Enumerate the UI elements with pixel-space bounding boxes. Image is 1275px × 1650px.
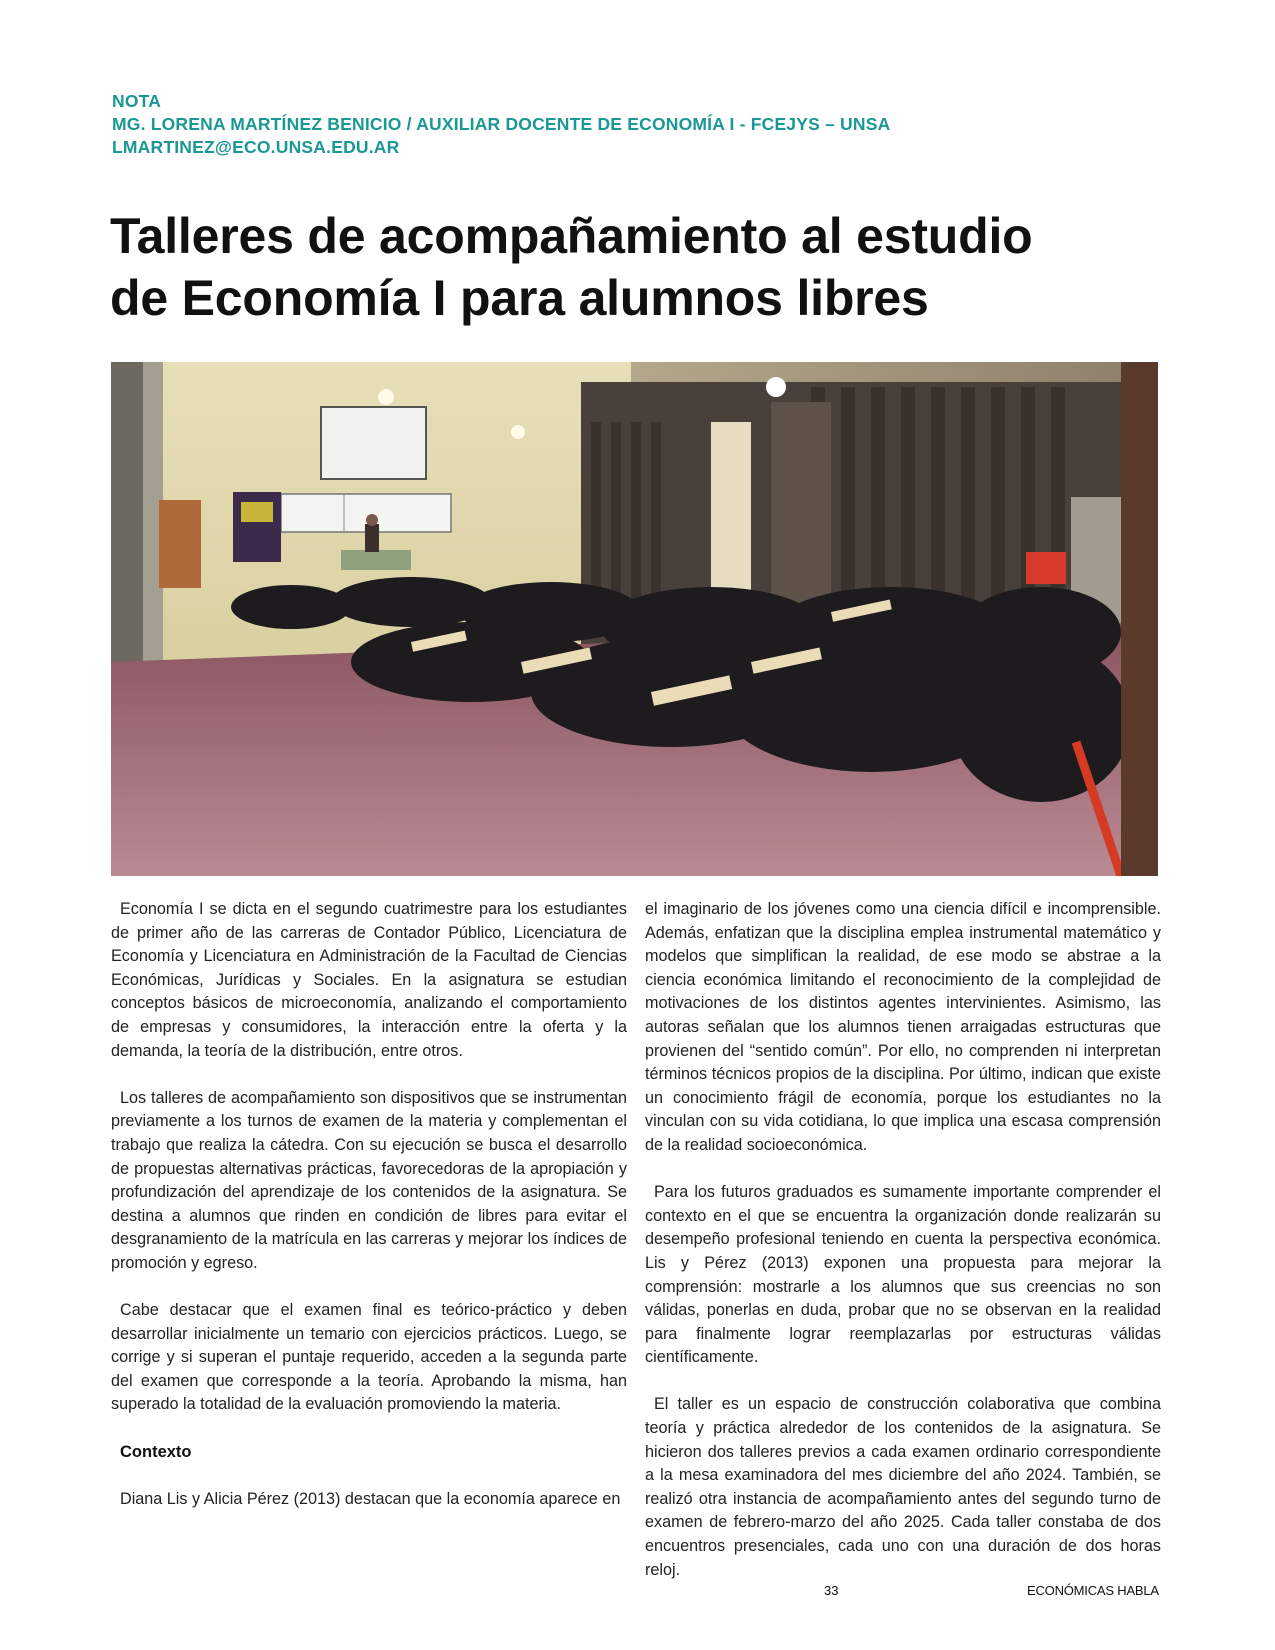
author-line: MG. LORENA MARTÍNEZ BENICIO / AUXILIAR DOCENTE DE ECONOMÍA I - FCEJYS – UNSA: [112, 114, 891, 134]
paragraph: el imaginario de los jóvenes como una ciencia difícil e incomprensible. Además, enfatizan que la disciplina emplea instrumental matemático y modelos que simplifican la realidad, de ese modo se abstrae a la ciencia económica limitando el reconocimiento de la complejidad de motivaciones de los distintos agentes intervinientes. Asimismo, las autoras señalan que los alumnos tienen arraigadas estructuras que provienen del “sentido común”. Por ello, no comprenden ni interpretan términos técnicos propios de la disciplina. Por último, indican que existe un conocimiento frágil de economía, porque los estudiantes no la vinculan con su vida cotidiana, lo que implica una escasa comprensión de la realidad socioeconómica.: [645, 900, 1161, 1154]
paragraph: Los talleres de acompañamiento son dispositivos que se instrumentan previamente a los turnos de examen de la materia y complementan el trabajo que realiza la cátedra. Con su ejecución se busca el desarrollo de propuestas alternativas prácticas, favorecedoras de la apropiación y profundización del aprendizaje de los contenidos de la asignatura. Se destina a alumnos que rinden en condición de libres para evitar el desgranamiento de la matrícula en las carreras y mejorar los índices de promoción y egreso.: [111, 1088, 627, 1272]
article-title: [110, 205, 1190, 329]
paragraph: El taller es un espacio de construcción colaborativa que combina teoría y práctica alrededor de los contenidos de la asignatura. Se hicieron dos talleres previos a cada examen ordinario correspondiente a la mesa examinadora del mes diciembre del año 2024. También, se realizó otra instancia de acompañamiento antes del segundo turno de examen de febrero-marzo del año 2025. Cada taller constaba de dos encuentros presenciales, cada uno con una duración de dos horas reloj.: [645, 1395, 1161, 1579]
article-left-column: [111, 898, 627, 1511]
section-label: NOTA: [112, 91, 162, 111]
paragraph: Economía I se dicta en el segundo cuatrimestre para los estudiantes de primer año de las carreras de Contador Público, Licenciatura de Economía y Licenciatura en Administración de la Facultad de Ciencias Económicas, Jurídicas y Sociales. En la asignatura se estudian conceptos básicos de microeconomía, analizando el comportamiento de empresas y consumidores, la interacción entre la oferta y la demanda, la teoría de la distribución, entre otros.: [111, 900, 627, 1060]
lecture-hall-photo: [111, 362, 1158, 876]
title-line-2: de Economía I para alumnos libres: [110, 270, 929, 326]
article-right-column: [645, 898, 1161, 1582]
paragraph: Cabe destacar que el examen final es teórico-práctico y deben desarrollar inicialmente un temario con ejercicios prácticos. Luego, se corrige y si superan el puntaje requerido, acceden a la segunda parte del examen que corresponde a la teoría. Aprobando la misma, han superado la totalidad de la evaluación promoviendo la materia.: [111, 1301, 627, 1414]
paragraph: Para los futuros graduados es sumamente importante comprender el contexto en el que se encuentra la organización donde realizarán su desempeño profesional teniendo en cuenta la perspectiva económica. Lis y Pérez (2013) exponen una propuesta para mejorar la comprensión: mostrarle a los alumnos que sus creencias no son válidas, ponerlas en duda, probar que no se observan en la realidad para finalmente lograr reemplazarlas por estructuras válidas científicamente.: [645, 1183, 1161, 1367]
title-line-1: Talleres de acompañamiento al estudio: [110, 208, 1033, 264]
publication-name: ECONÓMICAS HABLA: [1027, 1583, 1159, 1598]
author-email: LMARTINEZ@ECO.UNSA.EDU.AR: [112, 137, 400, 157]
paragraph: Diana Lis y Alicia Pérez (2013) destacan que la economía aparece en: [120, 1489, 621, 1508]
page-number: 33: [824, 1583, 839, 1598]
section-subheading: Contexto: [120, 1442, 192, 1461]
article-header: [112, 90, 890, 159]
photo-illustration: [111, 362, 1158, 876]
